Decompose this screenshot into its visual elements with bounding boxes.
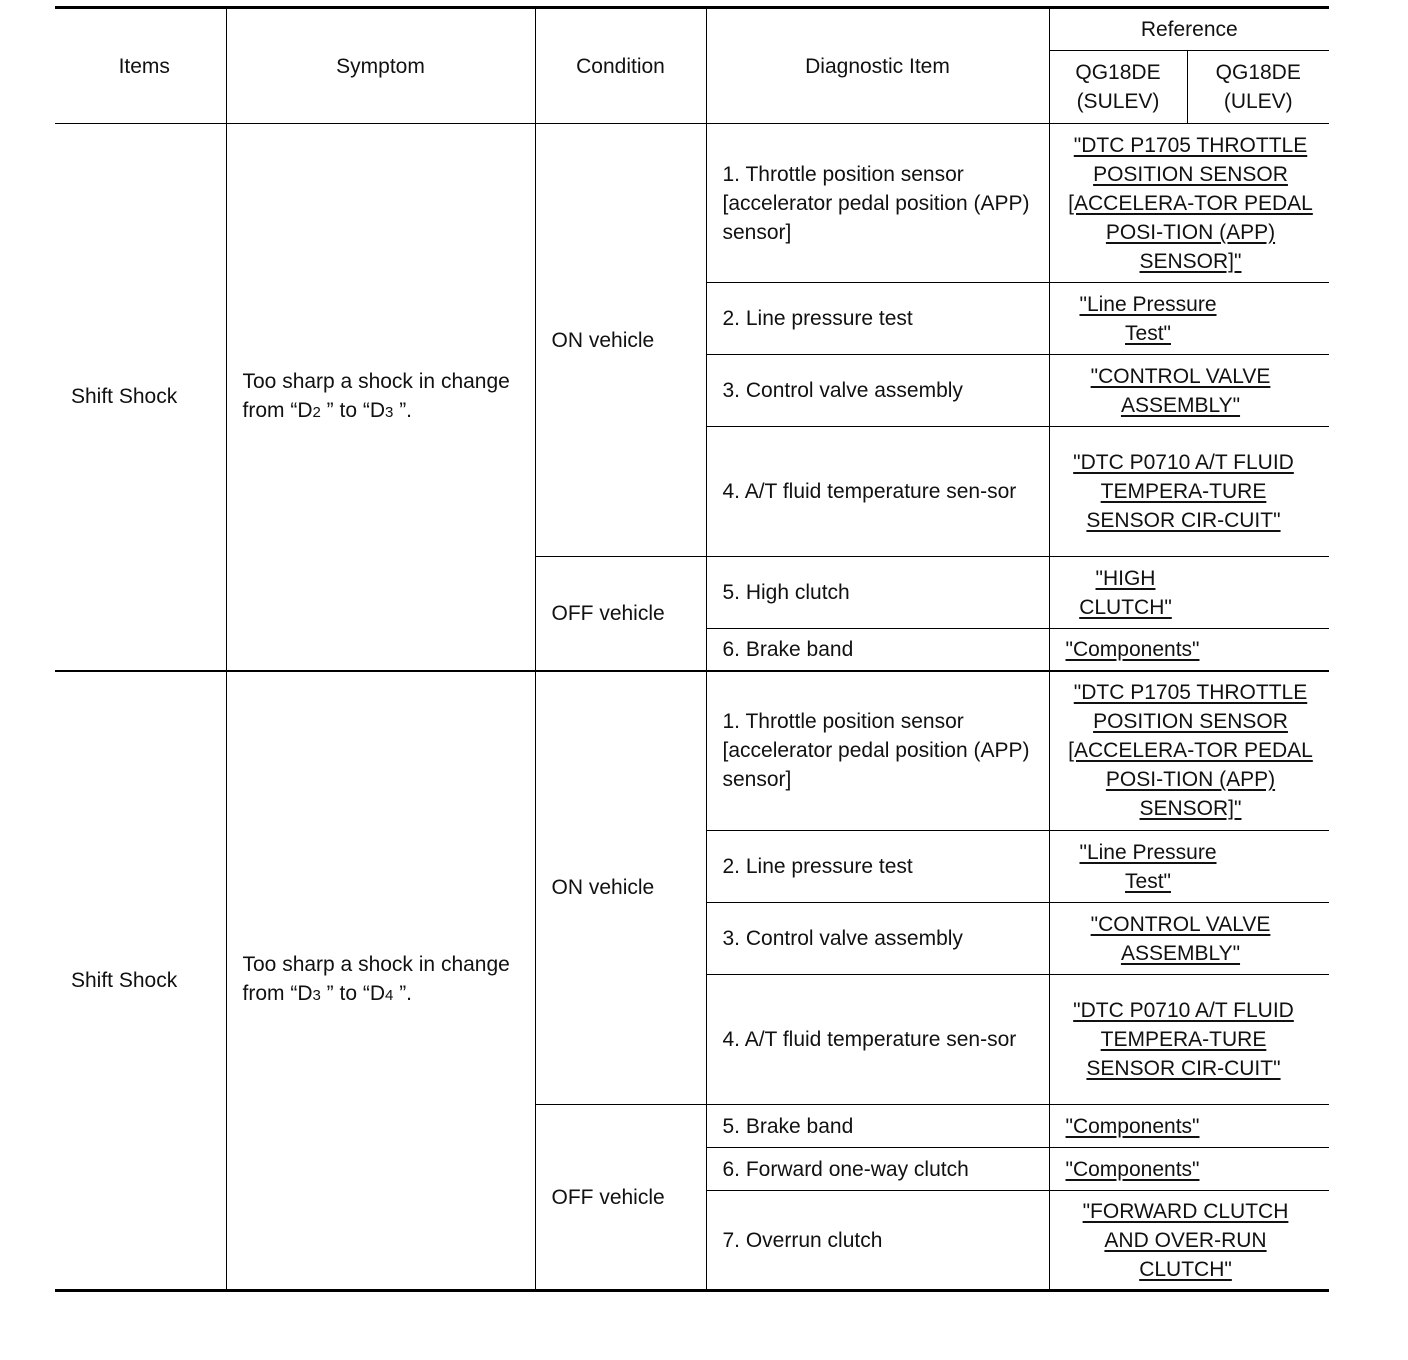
header-diagnostic-item: Diagnostic Item xyxy=(706,8,1049,124)
reference-cell xyxy=(1049,124,1329,283)
diagnostic-item: 4. A/T fluid temperature sen-sor xyxy=(706,975,1049,1105)
diagnostic-item: 1. Throttle position sensor [accelerator pedal position (APP) sensor] xyxy=(706,671,1049,831)
section-2 xyxy=(55,671,1329,1291)
diagnostic-item: 4. A/T fluid temperature sen-sor xyxy=(706,427,1049,557)
reference-link[interactable]: "DTC P1705 THROTTLE POSITION SENSOR [ACCELERA-TOR PEDAL POSI-TION (APP) SENSOR]" xyxy=(1068,681,1313,821)
reference-cell xyxy=(1049,427,1329,557)
reference-cell xyxy=(1049,629,1329,671)
reference-cell xyxy=(1049,1191,1329,1291)
header-condition: Condition xyxy=(535,8,706,124)
condition-off-vehicle: OFF vehicle xyxy=(535,557,706,671)
reference-cell xyxy=(1049,557,1329,629)
diagnostic-item: 2. Line pressure test xyxy=(706,283,1049,355)
diagnostic-item: 5. High clutch xyxy=(706,557,1049,629)
header-ref-ulev: QG18DE (ULEV) xyxy=(1187,51,1329,124)
header-reference: Reference xyxy=(1049,8,1329,51)
header-symptom: Symptom xyxy=(226,8,535,124)
reference-link[interactable]: "CONTROL VALVE ASSEMBLY" xyxy=(1090,912,1271,965)
diagnostic-item: 7. Overrun clutch xyxy=(706,1191,1049,1291)
reference-cell xyxy=(1049,355,1329,427)
reference-cell xyxy=(1049,975,1329,1105)
symptom-cell: Too sharp a shock in change from “D2 ” to “D3 ”. xyxy=(226,124,535,671)
diagnostic-item: 3. Control valve assembly xyxy=(706,355,1049,427)
reference-cell xyxy=(1049,1105,1329,1148)
diagnostic-item: 6. Forward one-way clutch xyxy=(706,1148,1049,1191)
header-items: Items xyxy=(55,8,226,124)
condition-off-vehicle: OFF vehicle xyxy=(535,1105,706,1291)
reference-cell xyxy=(1049,1148,1329,1191)
diagnostic-item: 3. Control valve assembly xyxy=(706,903,1049,975)
diagnostic-item: 1. Throttle position sensor [accelerator pedal position (APP) sensor] xyxy=(706,124,1049,283)
diagnostic-item: 5. Brake band xyxy=(706,1105,1049,1148)
diagnostic-item: 2. Line pressure test xyxy=(706,831,1049,903)
reference-link[interactable]: "Components" xyxy=(1065,1114,1200,1138)
reference-link[interactable]: "CONTROL VALVE ASSEMBLY" xyxy=(1090,364,1271,417)
reference-link[interactable]: "HIGH CLUTCH" xyxy=(1079,566,1172,619)
item-cell: Shift Shock xyxy=(55,671,226,1291)
diagnosis-table xyxy=(55,6,1329,1292)
reference-link[interactable]: "DTC P1705 THROTTLE POSITION SENSOR [ACCELERA-TOR PEDAL POSI-TION (APP) SENSOR]" xyxy=(1068,133,1313,273)
reference-link[interactable]: "FORWARD CLUTCH AND OVER-RUN CLUTCH" xyxy=(1082,1199,1289,1281)
condition-on-vehicle: ON vehicle xyxy=(535,671,706,1105)
reference-cell xyxy=(1049,903,1329,975)
section-1 xyxy=(55,124,1329,671)
reference-link[interactable]: "Line Pressure Test" xyxy=(1079,292,1217,345)
reference-cell xyxy=(1049,283,1329,355)
reference-cell xyxy=(1049,671,1329,831)
condition-on-vehicle: ON vehicle xyxy=(535,124,706,557)
reference-link[interactable]: "Line Pressure Test" xyxy=(1079,840,1217,893)
reference-link[interactable]: "Components" xyxy=(1065,1157,1200,1181)
reference-cell xyxy=(1049,831,1329,903)
reference-link[interactable]: "Components" xyxy=(1065,637,1200,661)
reference-link[interactable]: "DTC P0710 A/T FLUID TEMPERA-TURE SENSOR CIR-CUIT" xyxy=(1073,999,1294,1080)
reference-link[interactable]: "DTC P0710 A/T FLUID TEMPERA-TURE SENSOR CIR-CUIT" xyxy=(1073,451,1294,532)
item-cell: Shift Shock xyxy=(55,124,226,671)
symptom-cell: Too sharp a shock in change from “D3 ” to “D4 ”. xyxy=(226,671,535,1291)
diagnostic-item: 6. Brake band xyxy=(706,629,1049,671)
header-ref-sulev: QG18DE (SULEV) xyxy=(1049,51,1187,124)
